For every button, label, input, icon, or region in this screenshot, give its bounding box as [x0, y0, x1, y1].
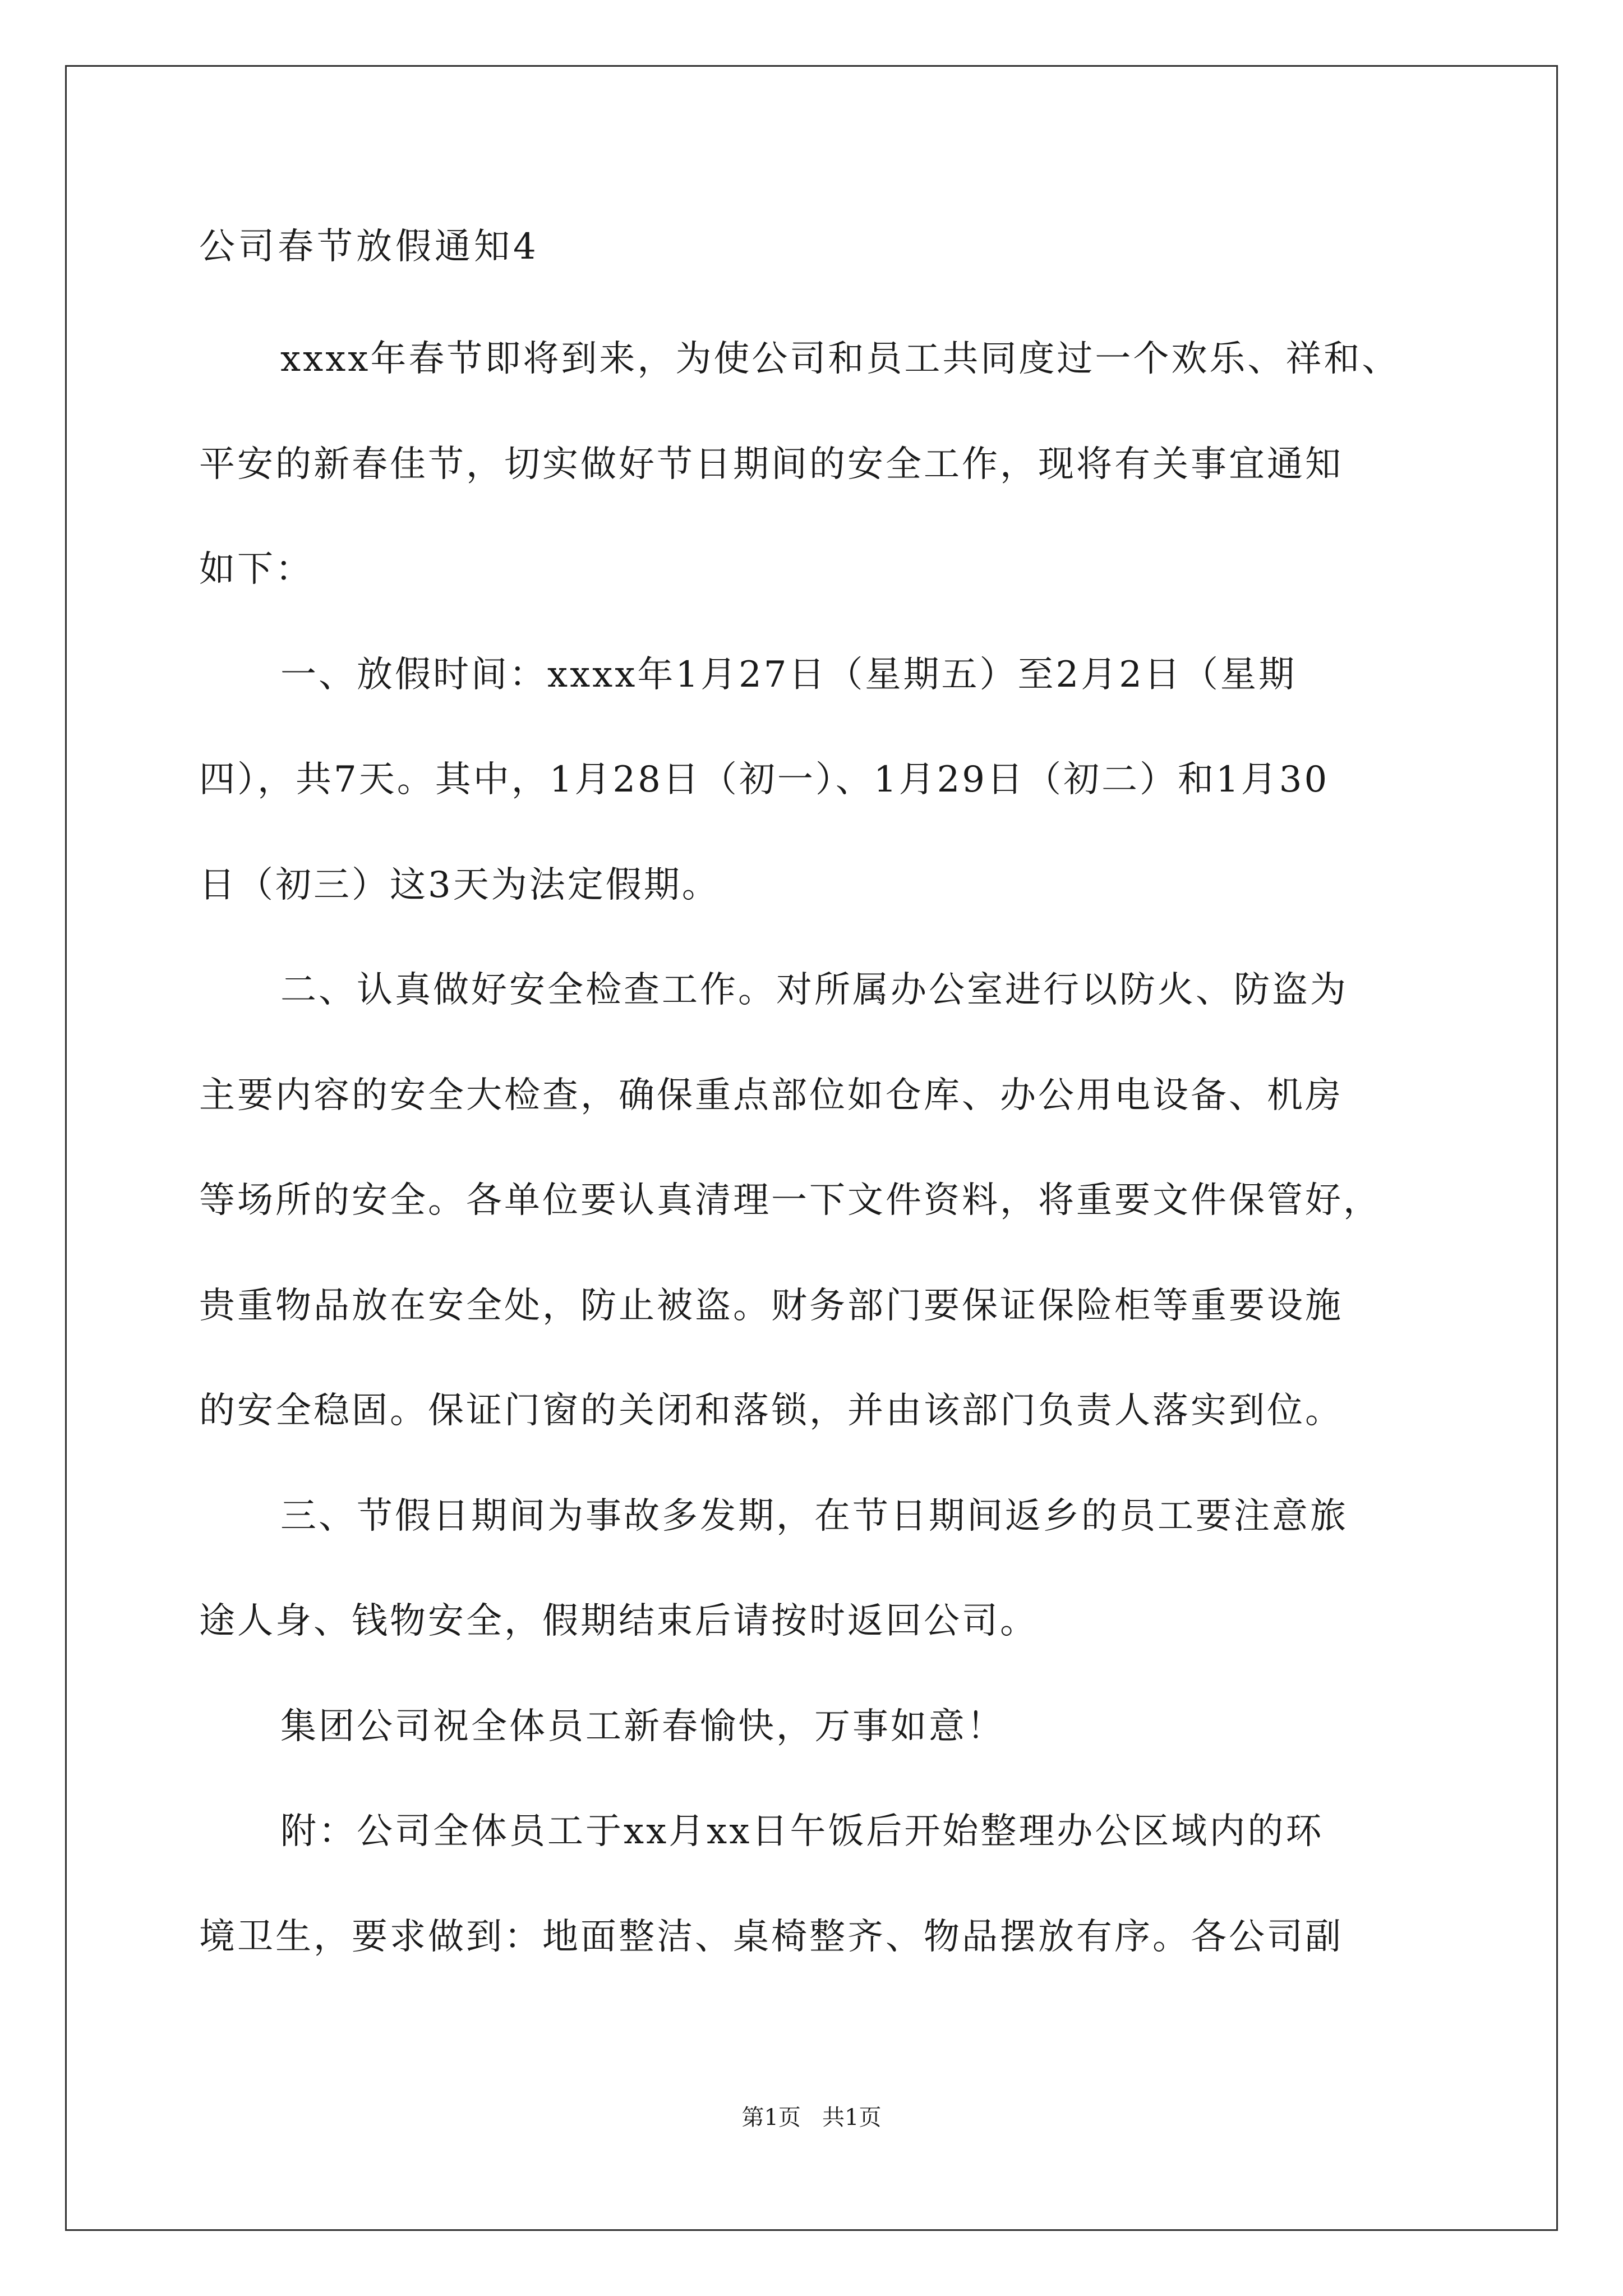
paragraph-line-16: 境卫生，要求做到：地面整洁、桌椅整齐、物品摆放有序。各公司副 [199, 1916, 1343, 1958]
paragraph-line-14: 集团公司祝全体员工新春愉快，万事如意！ [280, 1706, 1005, 1747]
paragraph-line-1: xxxx年春节即将到来，为使公司和员工共同度过一个欢乐、祥和、 [280, 338, 1400, 380]
paragraph-line-12: 三、节假日期间为事故多发期，在节日期间返乡的员工要注意旅 [280, 1496, 1348, 1537]
paragraph-line-10: 贵重物品放在安全处，防止被盗。财务部门要保证保险柜等重要设施 [199, 1285, 1343, 1327]
paragraph-line-8: 主要内容的安全大检查，确保重点部位如仓库、办公用电设备、机房 [199, 1075, 1343, 1116]
paragraph-line-7: 二、认真做好安全检查工作。对所属办公室进行以防火、防盗为 [280, 969, 1348, 1011]
paragraph-line-11: 的安全稳固。保证门窗的关闭和落锁，并由该部门负责人落实到位。 [199, 1390, 1343, 1432]
paragraph-line-3: 如下： [199, 549, 313, 590]
paragraph-line-6: 日（初三）这3天为法定假期。 [199, 864, 720, 906]
page-border [65, 65, 1558, 2231]
page-number-footer: 第1页 共1页 [741, 2105, 882, 2131]
document-title: 公司春节放假通知4 [199, 226, 540, 268]
paragraph-line-13: 途人身、钱物安全，假期结束后请按时返回公司。 [199, 1600, 1038, 1642]
paragraph-line-15: 附：公司全体员工于xx月xx日午饭后开始整理办公区域内的环 [280, 1811, 1324, 1852]
paragraph-line-2: 平安的新春佳节，切实做好节日期间的安全工作，现将有关事宜通知 [199, 444, 1343, 485]
paragraph-line-9: 等场所的安全。各单位要认真清理一下文件资料，将重要文件保管好， [199, 1180, 1381, 1221]
paragraph-line-4: 一、放假时间：xxxx年1月27日（星期五）至2月2日（星期 [280, 654, 1297, 696]
paragraph-line-5: 四），共7天。其中，1月28日（初一）、1月29日（初二）和1月30 [199, 759, 1330, 800]
